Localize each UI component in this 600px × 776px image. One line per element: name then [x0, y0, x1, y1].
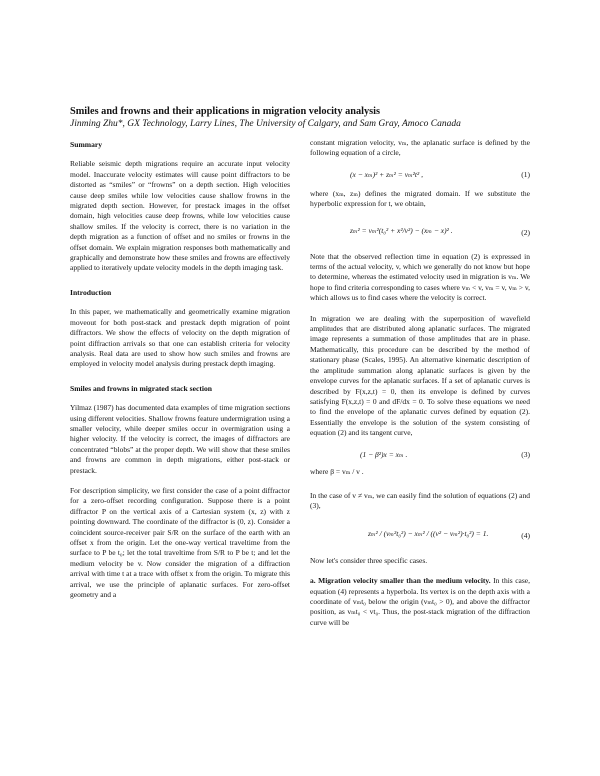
section-paragraph-2: For description simplicity, we first consider the case of a point diffractor for a zero-offset recording configuration. Suppose there is a point diffractor P on the vertical axis of a Cartesian system (x, z) with z pointing downward. The coordinate of the diffractor is (0, z). Consider a coincident source-receiver pair S/R on the surface of the earth with an offset x from the origin. Let the one-way vertical traveltime from the surface to P be t₀; let the total traveltime from S/R to P be t; and let the medium velocity be v. Now consider the migration of a diffraction arrival with time t at a trace with offset x from the origin. To migrate this arrival, we use the principle of aplanatic surfaces. For zero-offset geometry and a	[70, 485, 290, 600]
summary-heading: Summary	[70, 140, 103, 149]
equation-1-number: (1)	[521, 169, 530, 179]
section-heading: Smiles and frowns in migrated stack section	[70, 383, 213, 393]
right-column	[310, 138, 530, 638]
right-paragraph-6: Now let's consider three specific cases.	[310, 555, 428, 565]
paper-authors: Jinming Zhu*, GX Technology, Larry Lines, The University of Calgary, and Sam Gray, Amoco Canada	[70, 119, 461, 129]
right-paragraph-4: In migration we are dealing with the superposition of wavefield amplitudes that are distributed along aplanatic surfaces. The migrated image represents a summation of those amplitudes that are in phase. Mathematically, this procedure can be described by the method of stationary phase (Scales, 1995). An alternative kinematic description of the amplitude summation along aplanatic surfaces is given by the envelope curves for the aplanatic surfaces. If a set of aplanatic curves is described by F(x,z,t) = 0, then its envelope is defined by curves satisfying F(x,z,t) = 0 and dF/dx = 0. To solve these equations we need to find the envelope of the aplanatic curves defined by equation (2). Essentially the envelope is the solution of the system consisting of equation (2) and its tangent curve,	[310, 313, 530, 438]
equation-1-body: (x − xₘ)² + zₘ² = vₘ²t² ,	[350, 169, 423, 179]
section-paragraph-1: Yilmaz (1987) has documented data examples of time migration sections using different velocities. Shallow frowns feature undermigration using a smaller velocity, while deeper smiles occur in overmigration using a higher velocity. If the velocity is correct, the images of diffractors are concentrated “blobs” at the proper depth. We will show that these smiles and frowns are common in depth migrations, either post-stack or prestack.	[70, 403, 290, 475]
equation-1	[310, 169, 530, 185]
beta-definition: where β = vₘ / v .	[310, 466, 364, 476]
case-a-text: In this case, equation (4) represents a hyperbola. Its vertex is on the depth axis with a coordinate of vₘt₀ below the origin (vₘt₀ > 0), and above the diffractor position, as vₘt₀ < vt₀. Thus, the post-stack migration of the diffraction curve will be	[310, 576, 530, 627]
case-a-paragraph	[310, 576, 530, 628]
introduction-heading: Introduction	[70, 287, 112, 297]
equation-3	[310, 449, 530, 465]
introduction-paragraph: In this paper, we mathematically and geometrically examine migration moveout for both post-stack and prestack depth migration of point diffractors. We show the effects of velocity on the depth migration of point diffraction arrivals so that one can establish criteria for velocity analysis. Real data are used to show how such smiles and frowns are employed in velocity model analysis during prestack depth imaging.	[70, 307, 290, 369]
left-column	[70, 140, 290, 610]
equation-2-body: zₘ² = vₘ²(t₀² + x²/v²) − (xₘ − x)² .	[350, 225, 453, 235]
right-paragraph-5: In the case of v ≠ vₘ, we can easily find the solution of equations (2) and (3),	[310, 490, 530, 511]
equation-2-number: (2)	[521, 227, 530, 237]
equation-3-body: (1 − β²)x = xₘ .	[360, 449, 408, 459]
right-paragraph-2: where (xₘ, zₘ) defines the migrated domain. If we substitute the hyperbolic expression for t, we obtain,	[310, 188, 530, 209]
equation-3-number: (3)	[521, 449, 530, 459]
equation-4-number: (4)	[521, 530, 530, 540]
case-a-heading: a. Migration velocity smaller than the medium velocity.	[310, 576, 491, 586]
right-paragraph-3: Note that the observed reflection time in equation (2) is expressed in terms of the actual velocity, v, which we generally do not know but hope to determine, whereas the estimated velocity used in migration is vₘ. We hope to find criteria corresponding to cases where vₘ < v, vₘ = v, vₘ > v, which allows us to find cases where the velocity is correct.	[310, 251, 530, 303]
equation-4-body: zₘ² / (vₘ²t₀²) − xₘ² / ((v² − vₘ²)·t₀²) = 1.	[368, 528, 489, 538]
right-paragraph-1: constant migration velocity, vₘ, the aplanatic surface is defined by the following equation of a circle,	[310, 138, 530, 158]
equation-4	[310, 522, 530, 552]
paper-title: Smiles and frowns and their applications in migration velocity analysis	[70, 106, 380, 117]
summary-paragraph: Reliable seismic depth migrations require an accurate input velocity model. Inaccurate velocity estimates will cause point diffractors to be distorted as “smiles” or “frowns” on a depth section. High velocities cause deep smiles while low velocities cause shallow frowns in the migrated depth section. However, for prestack images in the offset domain, high velocities cause deep frowns, while low velocities cause shallow smiles. If the velocity is correct, there is no variation in the depth migration as a function of offset and no smiles or frowns in the offset domain. We explain migration responses both mathematically and graphically and demonstrate how these smiles and frowns are effectively applied to iteratively update velocity models in the depth imaging task.	[70, 159, 290, 273]
equation-2	[310, 220, 530, 248]
